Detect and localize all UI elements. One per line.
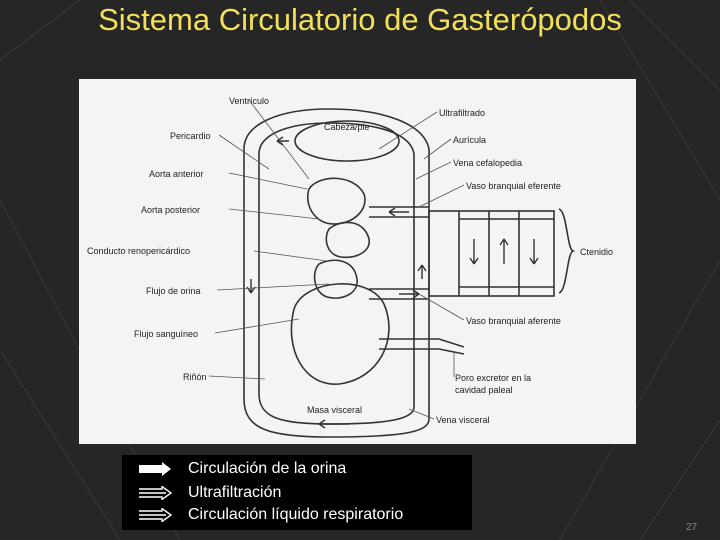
label-ventriculo: Ventrículo: [229, 96, 270, 106]
diagram-drawing: [79, 79, 636, 444]
label-ctenidio: Ctenidio: [580, 247, 614, 257]
kidney-shape: [315, 260, 358, 298]
label-poro-excretor-1: Poro excretor en la: [455, 373, 532, 383]
label-ultrafiltrado: Ultrafiltrado: [439, 108, 486, 118]
label-auricula: Aurícula: [453, 135, 487, 145]
label-vena-cefalopedia: Vena cefalopedia: [453, 158, 523, 168]
label-flujo-orina: Flujo de orina: [146, 286, 201, 296]
label-aorta-anterior: Aorta anterior: [149, 169, 204, 179]
legend-label-urine: Circulación de la orina: [188, 460, 347, 477]
label-poro-excretor-2: cavidad paleal: [455, 385, 513, 395]
label-aorta-posterior: Aorta posterior: [141, 205, 201, 215]
legend-label-ultrafiltration: Ultrafiltración: [188, 484, 282, 501]
legend-label-respiratory: Circulación líquido respiratorio: [188, 506, 404, 523]
solid-arrow-icon: [138, 462, 172, 476]
label-cabeza-pie: Cabeza/pie: [324, 122, 370, 132]
label-flujo-sanguineo: Flujo sanguíneo: [134, 329, 199, 339]
label-vaso-branquial-aferente: Vaso branquial aferente: [466, 316, 561, 326]
label-rinon: Riñón: [183, 372, 207, 382]
ctenidium-frame: [429, 211, 554, 296]
outer-vessel: [244, 109, 429, 437]
page-number: 27: [686, 522, 698, 533]
ventricle-shape: [308, 178, 365, 224]
legend-box: [122, 455, 472, 530]
inner-vessel: [259, 123, 414, 424]
label-vena-visceral: Vena visceral: [436, 415, 490, 425]
label-pericardio: Pericardio: [170, 131, 211, 141]
slide-title: Sistema Circulatorio de Gasterópodos: [98, 2, 622, 37]
label-conducto-renopericardico: Conducto renopericárdico: [87, 246, 191, 256]
auricle-shape: [326, 222, 369, 257]
circulatory-diagram: [79, 79, 636, 444]
label-vaso-branquial-eferente: Vaso branquial eferente: [466, 181, 561, 191]
double-outline-arrow-icon: [138, 486, 172, 500]
label-masa-visceral: Masa visceral: [307, 405, 363, 415]
double-outline-arrow-icon: [138, 508, 172, 522]
